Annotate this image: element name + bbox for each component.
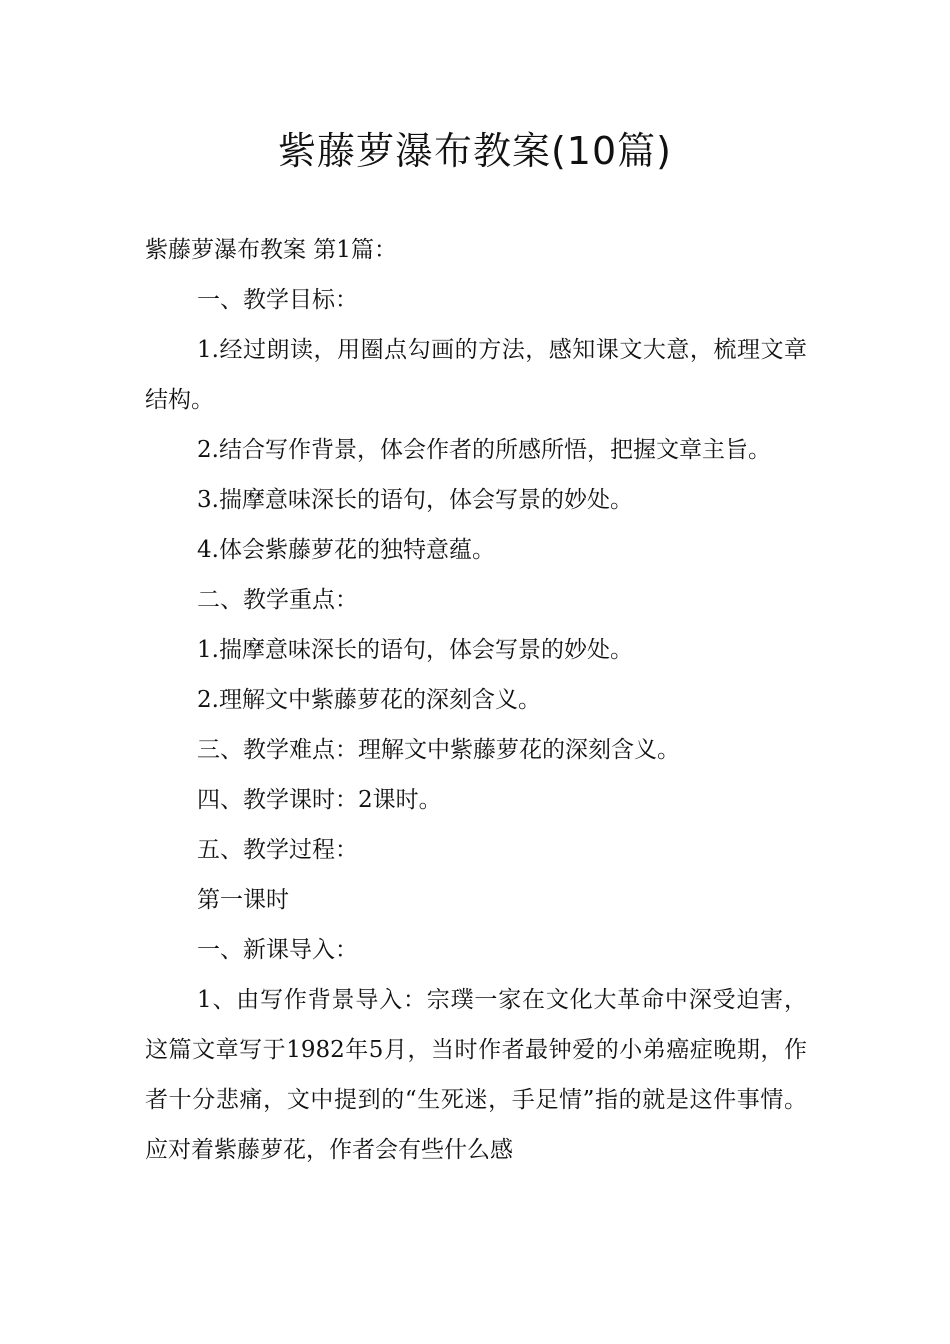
paragraph: 1.揣摩意味深长的语句，体会写景的妙处。	[197, 637, 633, 663]
paragraph: 二、教学重点：	[197, 587, 358, 613]
paragraph: 3.揣摩意味深长的语句，体会写景的妙处。	[197, 487, 633, 513]
paragraph: 三、教学难点：理解文中紫藤萝花的深刻含义。	[197, 737, 680, 763]
paragraph: 五、教学过程：	[197, 837, 358, 863]
document-title: 紫藤萝瀑布教案(10篇)	[277, 129, 672, 173]
paragraph: 一、教学目标：	[197, 287, 358, 313]
paragraph: 四、教学课时：2课时。	[197, 787, 442, 813]
section-heading: 紫藤萝瀑布教案 第1篇：	[145, 237, 397, 263]
paragraph: 2.结合写作背景，体会作者的所感所悟，把握文章主旨。	[197, 437, 771, 463]
paragraph: 1.经过朗读，用圈点勾画的方法，感知课文大意，梳理文章结构。	[145, 337, 807, 413]
paragraph: 1、由写作背景导入：宗璞一家在文化大革命中深受迫害，这篇文章写于1982年5月，当时作者最钟爱的小弟癌症晚期，作者十分悲痛，文中提到的“生死迷，手足情”指的就是这件事情。应对着紫藤萝花，作者会有些什么感	[145, 987, 807, 1163]
paragraph: 一、新课导入：	[197, 937, 358, 963]
paragraph: 2.理解文中紫藤萝花的深刻含义。	[197, 687, 541, 713]
document-body	[145, 225, 807, 1175]
paragraph: 4.体会紫藤萝花的独特意蕴。	[197, 537, 495, 563]
paragraph: 第一课时	[197, 887, 289, 913]
